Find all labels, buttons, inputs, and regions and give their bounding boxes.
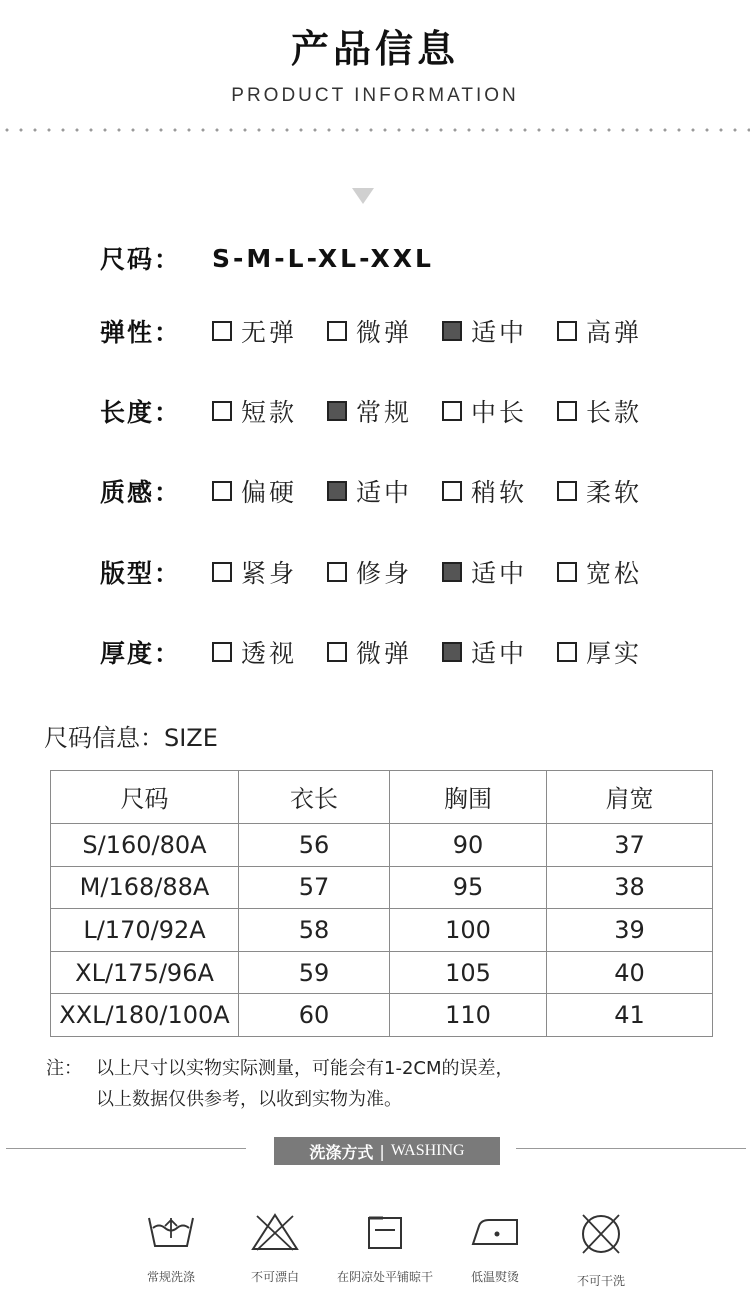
- table-cell: 56: [239, 823, 390, 866]
- attribute-option: [327, 554, 442, 590]
- attribute-label: 质感：: [100, 478, 182, 507]
- size-value: S-M-L-XL-XXL: [212, 243, 434, 273]
- option-label: 中长: [471, 398, 528, 427]
- attribute-option: [327, 393, 442, 429]
- table-header-row: [51, 771, 713, 824]
- shade-flat-dry-icon: [359, 1212, 411, 1252]
- checkbox-icon: [442, 401, 462, 421]
- care-item-iron: [440, 1212, 550, 1285]
- option-label: 厚实: [586, 639, 643, 668]
- table-cell: 57: [239, 866, 390, 909]
- attribute-option: [212, 554, 327, 590]
- down-arrow-icon: [352, 188, 374, 204]
- page-subtitle: PRODUCT INFORMATION: [231, 85, 519, 106]
- option-label: 长款: [586, 398, 643, 427]
- attribute-option: [557, 634, 672, 670]
- note-line-1: [46, 1054, 514, 1080]
- checkbox-icon: [212, 562, 232, 582]
- care-label: 在阴凉处平铺晾干: [336, 1270, 433, 1284]
- column-header: 衣长: [239, 771, 390, 824]
- size-row: [100, 240, 434, 276]
- option-label: 短款: [241, 398, 298, 427]
- checkbox-icon: [557, 481, 577, 501]
- table-cell: 41: [547, 994, 713, 1037]
- attribute-row: [100, 473, 672, 509]
- note-label: 注：: [46, 1058, 82, 1079]
- table-row: [51, 866, 713, 909]
- option-label: 偏硬: [241, 478, 298, 507]
- table-cell: 105: [390, 951, 547, 994]
- attribute-option: [327, 634, 442, 670]
- care-item-dry: [330, 1212, 440, 1285]
- checkbox-icon: [212, 401, 232, 421]
- washing-banner: [274, 1137, 500, 1165]
- option-label: 微弹: [356, 318, 413, 347]
- attribute-label: 长度：: [100, 398, 182, 427]
- table-row: [51, 994, 713, 1037]
- dotted-divider: [0, 128, 750, 132]
- washing-banner-en: WASHING: [390, 1142, 465, 1159]
- checked-box-icon: [442, 562, 462, 582]
- option-label: 稍软: [471, 478, 528, 507]
- care-label: 常规洗涤: [146, 1270, 195, 1284]
- care-label: 低温熨烫: [470, 1270, 519, 1284]
- care-item-wash: [116, 1212, 226, 1285]
- table-cell: 110: [390, 994, 547, 1037]
- checkbox-icon: [327, 321, 347, 341]
- option-label: 透视: [241, 639, 298, 668]
- attribute-option: [212, 393, 327, 429]
- option-label: 适中: [471, 559, 528, 588]
- attribute-option: [212, 634, 327, 670]
- attribute-label: 版型：: [100, 559, 182, 588]
- table-cell: 40: [547, 951, 713, 994]
- checked-box-icon: [442, 642, 462, 662]
- attribute-option: [442, 313, 557, 349]
- option-label: 适中: [356, 478, 413, 507]
- note-text-1: 以上尺寸以实物实际测量，可能会有1-2CM的误差，: [96, 1058, 514, 1079]
- table-row: [51, 823, 713, 866]
- table-cell: S/160/80A: [51, 823, 239, 866]
- checked-box-icon: [442, 321, 462, 341]
- table-cell: 59: [239, 951, 390, 994]
- iron-low-icon: [467, 1212, 523, 1252]
- attribute-label: 弹性：: [100, 318, 182, 347]
- option-label: 宽松: [586, 559, 643, 588]
- no-dry-clean-icon: [575, 1212, 627, 1256]
- checkbox-icon: [327, 642, 347, 662]
- size-label: 尺码：: [100, 245, 182, 274]
- attribute-option: [557, 473, 672, 509]
- table-cell: M/168/88A: [51, 866, 239, 909]
- option-label: 微弹: [356, 639, 413, 668]
- no-bleach-icon: [249, 1212, 301, 1252]
- checkbox-icon: [557, 642, 577, 662]
- table-cell: XXL/180/100A: [51, 994, 239, 1037]
- column-header: 胸围: [390, 771, 547, 824]
- care-item-dryclean: [546, 1212, 656, 1289]
- option-label: 修身: [356, 559, 413, 588]
- table-cell: XL/175/96A: [51, 951, 239, 994]
- wash-divider-right: [516, 1148, 746, 1149]
- care-item-bleach: [220, 1212, 330, 1285]
- table-cell: 39: [547, 909, 713, 952]
- page-title: 产品信息: [290, 27, 459, 71]
- checkbox-icon: [212, 481, 232, 501]
- attribute-option: [442, 473, 557, 509]
- wash-tub-icon: [145, 1212, 197, 1252]
- checkbox-icon: [557, 562, 577, 582]
- checkbox-icon: [327, 562, 347, 582]
- attribute-option: [557, 313, 672, 349]
- option-label: 适中: [471, 318, 528, 347]
- attribute-option: [442, 634, 557, 670]
- table-cell: 58: [239, 909, 390, 952]
- washing-banner-sep: |: [379, 1141, 385, 1161]
- checkbox-icon: [442, 481, 462, 501]
- column-header: 肩宽: [547, 771, 713, 824]
- attribute-option: [327, 473, 442, 509]
- care-label: 不可漂白: [250, 1270, 299, 1284]
- attribute-option: [212, 313, 327, 349]
- attribute-option: [442, 393, 557, 429]
- table-cell: 60: [239, 994, 390, 1037]
- table-cell: 37: [547, 823, 713, 866]
- checked-box-icon: [327, 481, 347, 501]
- table-row: [51, 951, 713, 994]
- option-label: 无弹: [241, 318, 298, 347]
- attribute-option: [327, 313, 442, 349]
- note-line-2: 以上数据仅供参考，以收到实物为准。: [96, 1089, 402, 1110]
- checked-box-icon: [327, 401, 347, 421]
- table-cell: L/170/92A: [51, 909, 239, 952]
- attribute-option: [442, 554, 557, 590]
- table-cell: 95: [390, 866, 547, 909]
- table-cell: 90: [390, 823, 547, 866]
- table-cell: 38: [547, 866, 713, 909]
- attribute-row: [100, 554, 672, 590]
- option-label: 柔软: [586, 478, 643, 507]
- option-label: 紧身: [241, 559, 298, 588]
- attribute-row: [100, 313, 672, 349]
- attribute-option: [557, 393, 672, 429]
- option-label: 高弹: [586, 318, 643, 347]
- care-label: 不可干洗: [576, 1274, 625, 1288]
- size-info-heading: 尺码信息：SIZE: [44, 724, 218, 752]
- column-header: 尺码: [51, 771, 239, 824]
- table-cell: 100: [390, 909, 547, 952]
- checkbox-icon: [212, 321, 232, 341]
- option-label: 适中: [471, 639, 528, 668]
- wash-divider-left: [6, 1148, 246, 1149]
- table-row: [51, 909, 713, 952]
- checkbox-icon: [557, 321, 577, 341]
- attribute-option: [557, 554, 672, 590]
- checkbox-icon: [557, 401, 577, 421]
- size-table: [50, 770, 713, 1037]
- option-label: 常规: [356, 398, 413, 427]
- washing-banner-zh: 洗涤方式: [309, 1142, 374, 1162]
- attribute-row: [100, 393, 672, 429]
- attribute-row: [100, 634, 672, 670]
- checkbox-icon: [212, 642, 232, 662]
- attribute-option: [212, 473, 327, 509]
- attribute-label: 厚度：: [100, 639, 182, 668]
